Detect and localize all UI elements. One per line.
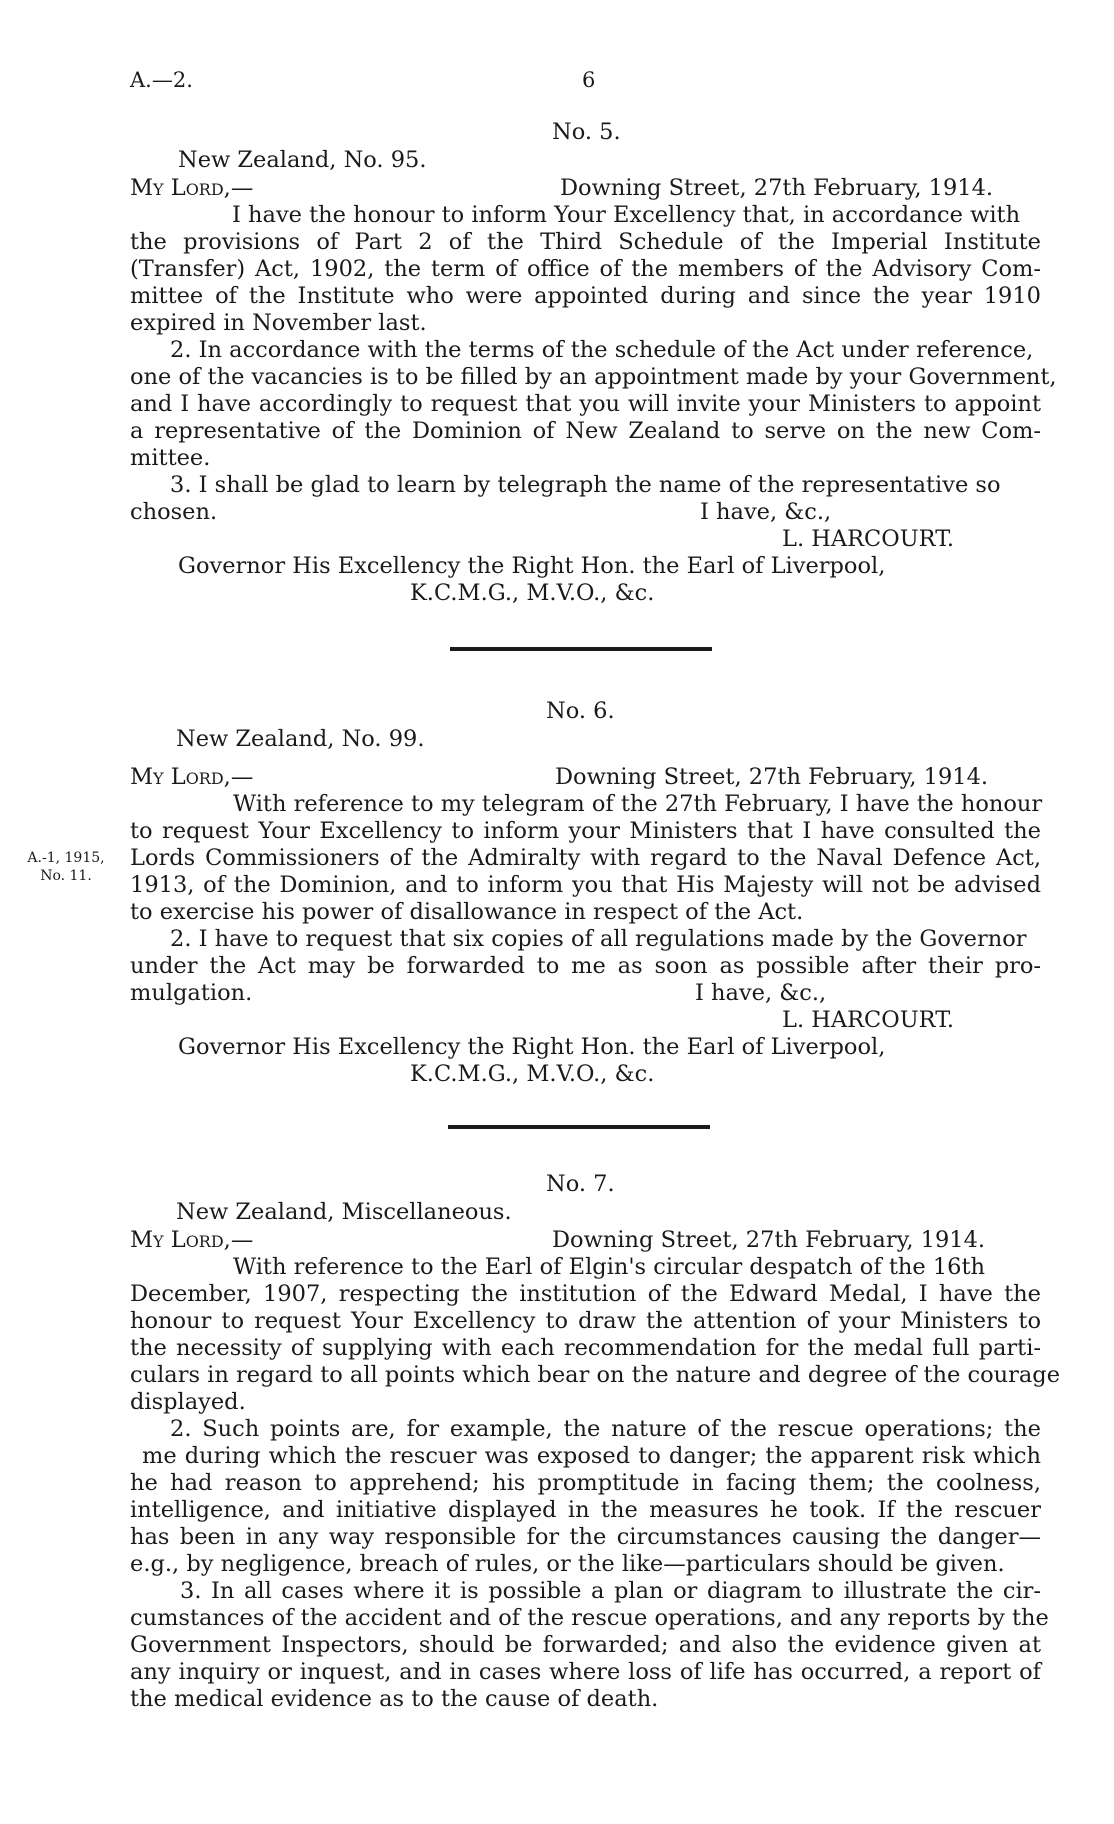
body-line: December, 1907, respecting the institution of the Edward Medal, I have the: [130, 1281, 1041, 1307]
letter-date: Downing Street, 27th February, 1914.: [555, 764, 989, 790]
body-line: to exercise his power of disallowance in respect of the Act.: [130, 899, 804, 925]
body-line: one of the vacancies is to be filled by an appointment made by your Government,: [130, 364, 1057, 390]
page-number: 6: [582, 68, 596, 92]
body-line: the provisions of Part 2 of the Third Schedule of the Imperial Institute: [130, 229, 1041, 255]
body-line: cumstances of the accident and of the rescue operations, and any reports by the: [130, 1605, 1049, 1631]
margin-note-line: No. 11.: [40, 868, 92, 884]
body-line: Government Inspectors, should be forwarded; and also the evidence given at: [130, 1632, 1041, 1658]
body-line: he had reason to apprehend; his promptitude in facing them; the coolness,: [130, 1470, 1041, 1496]
letter-number: No. 5.: [552, 119, 621, 145]
body-line: me during which the rescuer was exposed to danger; the apparent risk which: [142, 1443, 1041, 1469]
body-line: expired in November last.: [130, 310, 427, 336]
body-line: the necessity of supplying with each recommendation for the medal full parti-: [130, 1335, 1041, 1361]
body-line: mittee.: [130, 445, 211, 471]
body-line: 2. I have to request that six copies of all regulations made by the Governor: [170, 926, 1027, 952]
body-line: 1913, of the Dominion, and to inform you that His Majesty will not be advised: [130, 872, 1041, 898]
body-line: Lords Commissioners of the Admiralty with regard to the Naval Defence Act,: [130, 845, 1041, 871]
addressee: Governor His Excellency the Right Hon. the Earl of Liverpool,: [178, 553, 886, 579]
document-reference: A.—2.: [130, 68, 193, 92]
body-line: chosen.: [130, 499, 218, 525]
body-line: a representative of the Dominion of New Zealand to serve on the new Com-: [130, 418, 1041, 444]
salutation: My Lord,—: [130, 764, 254, 790]
letter-ref: New Zealand, No. 95.: [178, 147, 427, 173]
letter-ref: New Zealand, Miscellaneous.: [176, 1199, 512, 1225]
salutation: My Lord,—: [130, 175, 254, 201]
salutation: My Lord,—: [130, 1227, 254, 1253]
body-line: displayed.: [130, 1389, 246, 1415]
body-line: under the Act may be forwarded to me as soon as possible after their pro-: [130, 953, 1041, 979]
body-line: I have the honour to inform Your Excellency that, in accordance with: [232, 202, 1021, 228]
body-line: and I have accordingly to request that you will invite your Ministers to appoint: [130, 391, 1041, 417]
margin-note-line: A.-1, 1915,: [27, 850, 105, 866]
letter-date: Downing Street, 27th February, 1914.: [560, 175, 994, 201]
body-line: honour to request Your Excellency to draw the attention of your Ministers to: [130, 1308, 1041, 1334]
addressee-honours: K.C.M.G., M.V.O., &c.: [410, 1061, 655, 1087]
body-line: With reference to the Earl of Elgin's circular despatch of the 16th: [233, 1254, 985, 1280]
letter-number: No. 6.: [546, 698, 615, 724]
body-line: 3. In all cases where it is possible a plan or diagram to illustrate the cir-: [180, 1578, 1041, 1604]
closing: I have, &c.,: [700, 499, 832, 525]
body-line: With reference to my telegram of the 27th February, I have the honour: [233, 791, 1043, 817]
body-line: (Transfer) Act, 1902, the term of office of the members of the Advisory Com-: [130, 256, 1041, 282]
body-line: mulgation.: [130, 980, 253, 1006]
body-line: e.g., by negligence, breach of rules, or the like—particulars should be given.: [130, 1551, 1005, 1577]
letter-number: No. 7.: [546, 1171, 615, 1197]
body-line: intelligence, and initiative displayed in the measures he took. If the rescuer: [130, 1497, 1041, 1523]
body-line: to request Your Excellency to inform your Ministers that I have consulted the: [130, 818, 1041, 844]
addressee-honours: K.C.M.G., M.V.O., &c.: [410, 580, 655, 606]
body-line: has been in any way responsible for the circumstances causing the danger—: [130, 1524, 1041, 1550]
body-line: any inquiry or inquest, and in cases where loss of life has occurred, a report of: [130, 1659, 1041, 1685]
signature: L. HARCOURT.: [782, 526, 955, 552]
body-line: 2. In accordance with the terms of the schedule of the Act under reference,: [170, 337, 1034, 363]
body-line: the medical evidence as to the cause of death.: [130, 1686, 659, 1712]
body-line: culars in regard to all points which bear on the nature and degree of the courage: [130, 1362, 1061, 1388]
margin-note: [20, 849, 112, 885]
closing: I have, &c.,: [695, 980, 827, 1006]
letter-ref: New Zealand, No. 99.: [176, 726, 425, 752]
section-divider: [448, 1125, 710, 1129]
body-line: mittee of the Institute who were appointed during and since the year 1910: [130, 283, 1041, 309]
signature: L. HARCOURT.: [782, 1007, 955, 1033]
body-line: 2. Such points are, for example, the nature of the rescue operations; the: [170, 1416, 1041, 1442]
section-divider: [450, 647, 712, 651]
addressee: Governor His Excellency the Right Hon. the Earl of Liverpool,: [178, 1034, 886, 1060]
letter-date: Downing Street, 27th February, 1914.: [552, 1227, 986, 1253]
body-line: 3. I shall be glad to learn by telegraph the name of the representative so: [170, 472, 1001, 498]
